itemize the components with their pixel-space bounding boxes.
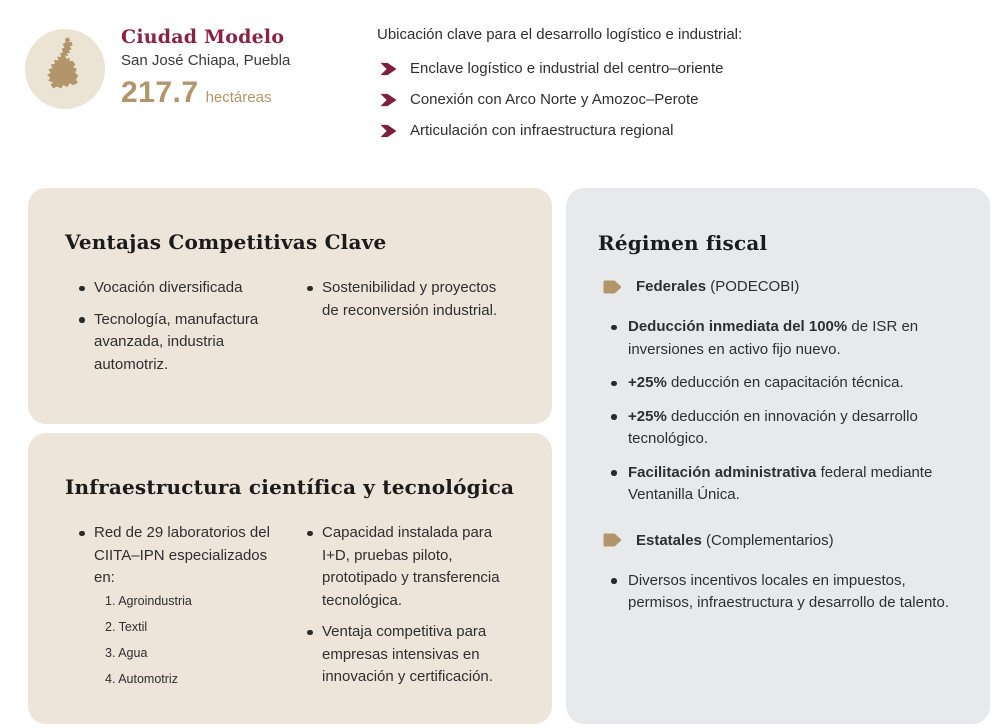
sublist-item: 3. Agua bbox=[105, 646, 148, 660]
infraestructura-list-2 bbox=[306, 522, 516, 689]
list-item: Capacidad instalada para I+D, pruebas piloto, prototipado y transferencia tecnológica. bbox=[306, 522, 516, 612]
ventajas-list-1 bbox=[78, 277, 288, 376]
highlight-list bbox=[377, 60, 742, 139]
logo-circle bbox=[25, 29, 105, 109]
labs-sublist bbox=[94, 593, 288, 688]
tag-label-icon bbox=[602, 279, 622, 295]
item-rest: federal mediante Ventanilla Única. bbox=[628, 463, 933, 503]
highlight-item bbox=[380, 122, 742, 139]
list-item bbox=[610, 462, 950, 507]
highlight-item bbox=[380, 91, 742, 108]
fiscal-section-title-bold: Estatales bbox=[636, 531, 702, 549]
double-chevron-arrow-icon bbox=[380, 93, 397, 107]
title-block bbox=[121, 25, 290, 153]
highlight-text: Articulación con infraestructura regional bbox=[410, 122, 674, 139]
list-item: Ventaja competitiva para empresas intensivas en innovación y certificación. bbox=[306, 621, 516, 689]
list-item bbox=[610, 316, 950, 361]
page-title: Ciudad Modelo bbox=[121, 26, 285, 48]
item-bold: Deducción inmediata del 100% bbox=[628, 318, 848, 335]
main-content bbox=[28, 188, 990, 724]
card-title-infraestructura: Infraestructura científica y tecnológica bbox=[65, 475, 515, 499]
fiscal-section-title-rest: (Complementarios) bbox=[701, 531, 834, 549]
item-bold: +25% bbox=[628, 374, 667, 391]
item-rest: Diversos incentivos locales en impuestos, permisos, infraestructura y desarrollo de talento. bbox=[628, 571, 949, 611]
list-item: Tecnología, manufactura avanzada, industria automotriz. bbox=[78, 309, 288, 377]
ventajas-col-2 bbox=[306, 277, 516, 385]
area-line bbox=[121, 76, 290, 110]
ventajas-columns bbox=[65, 277, 524, 385]
card-title-ventajas: Ventajas Competitivas Clave bbox=[65, 230, 387, 254]
highlight-text: Enclave logístico e industrial del centro–oriente bbox=[410, 60, 724, 77]
fiscal-section-title-bold: Federales bbox=[636, 278, 707, 295]
card-regimen-fiscal bbox=[566, 188, 990, 724]
item-bold: +25% bbox=[628, 407, 667, 425]
double-chevron-arrow-icon bbox=[380, 62, 397, 76]
sublist-item: 4. Automotriz bbox=[105, 672, 178, 687]
area-value: 217.7 bbox=[121, 76, 199, 109]
list-item bbox=[610, 570, 950, 615]
puebla-state-map-icon bbox=[41, 36, 89, 103]
left-column bbox=[28, 188, 552, 724]
header-highlights bbox=[377, 25, 742, 153]
item-rest: deducción en capacitación técnica. bbox=[666, 374, 904, 391]
header-identity bbox=[25, 25, 377, 153]
fiscal-section-estatales bbox=[602, 532, 956, 549]
card-infraestructura bbox=[28, 433, 552, 724]
fiscal-section-title bbox=[636, 532, 834, 549]
card-ventajas-competitivas bbox=[28, 188, 552, 424]
list-item bbox=[610, 406, 950, 451]
fiscal-section-title bbox=[636, 278, 799, 295]
location-subtitle: San José Chiapa, Puebla bbox=[121, 52, 291, 69]
intro-text: Ubicación clave para el desarrollo logístico e industrial: bbox=[377, 26, 743, 43]
item-bold: Facilitación administrativa bbox=[628, 463, 817, 481]
ventajas-list-2 bbox=[306, 277, 516, 322]
card-title-regimen-fiscal: Régimen fiscal bbox=[598, 231, 768, 255]
list-item bbox=[78, 522, 288, 688]
header bbox=[25, 25, 990, 153]
highlight-text: Conexión con Arco Norte y Amozoc–Perote bbox=[410, 91, 699, 108]
item-rest: deducción en innovación y desarrollo tecnológico. bbox=[628, 407, 918, 447]
estatales-list bbox=[598, 570, 950, 615]
fiscal-section-title-rest: (PODECOBI) bbox=[706, 278, 800, 295]
tag-label-icon bbox=[602, 532, 622, 548]
highlight-item bbox=[380, 60, 742, 77]
infraestructura-columns bbox=[65, 522, 524, 698]
list-item: Vocación diversificada bbox=[78, 277, 288, 300]
double-chevron-arrow-icon bbox=[380, 124, 397, 138]
area-unit: hectáreas bbox=[205, 89, 272, 106]
federales-list bbox=[598, 316, 950, 507]
fiscal-section-federales bbox=[602, 278, 956, 295]
sublist-item: 2. Textil bbox=[105, 619, 148, 634]
ventajas-col-1 bbox=[78, 277, 288, 385]
infraestructura-col-2 bbox=[306, 522, 516, 698]
infraestructura-col-1 bbox=[78, 522, 288, 698]
list-item-text: Red de 29 laboratorios del CIITA–IPN especializados en: bbox=[94, 524, 270, 586]
item-rest: de ISR en inversiones en activo fijo nuevo. bbox=[628, 318, 919, 358]
sublist-item: 1. Agroindustria bbox=[105, 593, 192, 608]
list-item bbox=[610, 372, 950, 395]
list-item: Sostenibilidad y proyectos de reconversión industrial. bbox=[306, 277, 516, 322]
infraestructura-list-1 bbox=[78, 522, 288, 688]
